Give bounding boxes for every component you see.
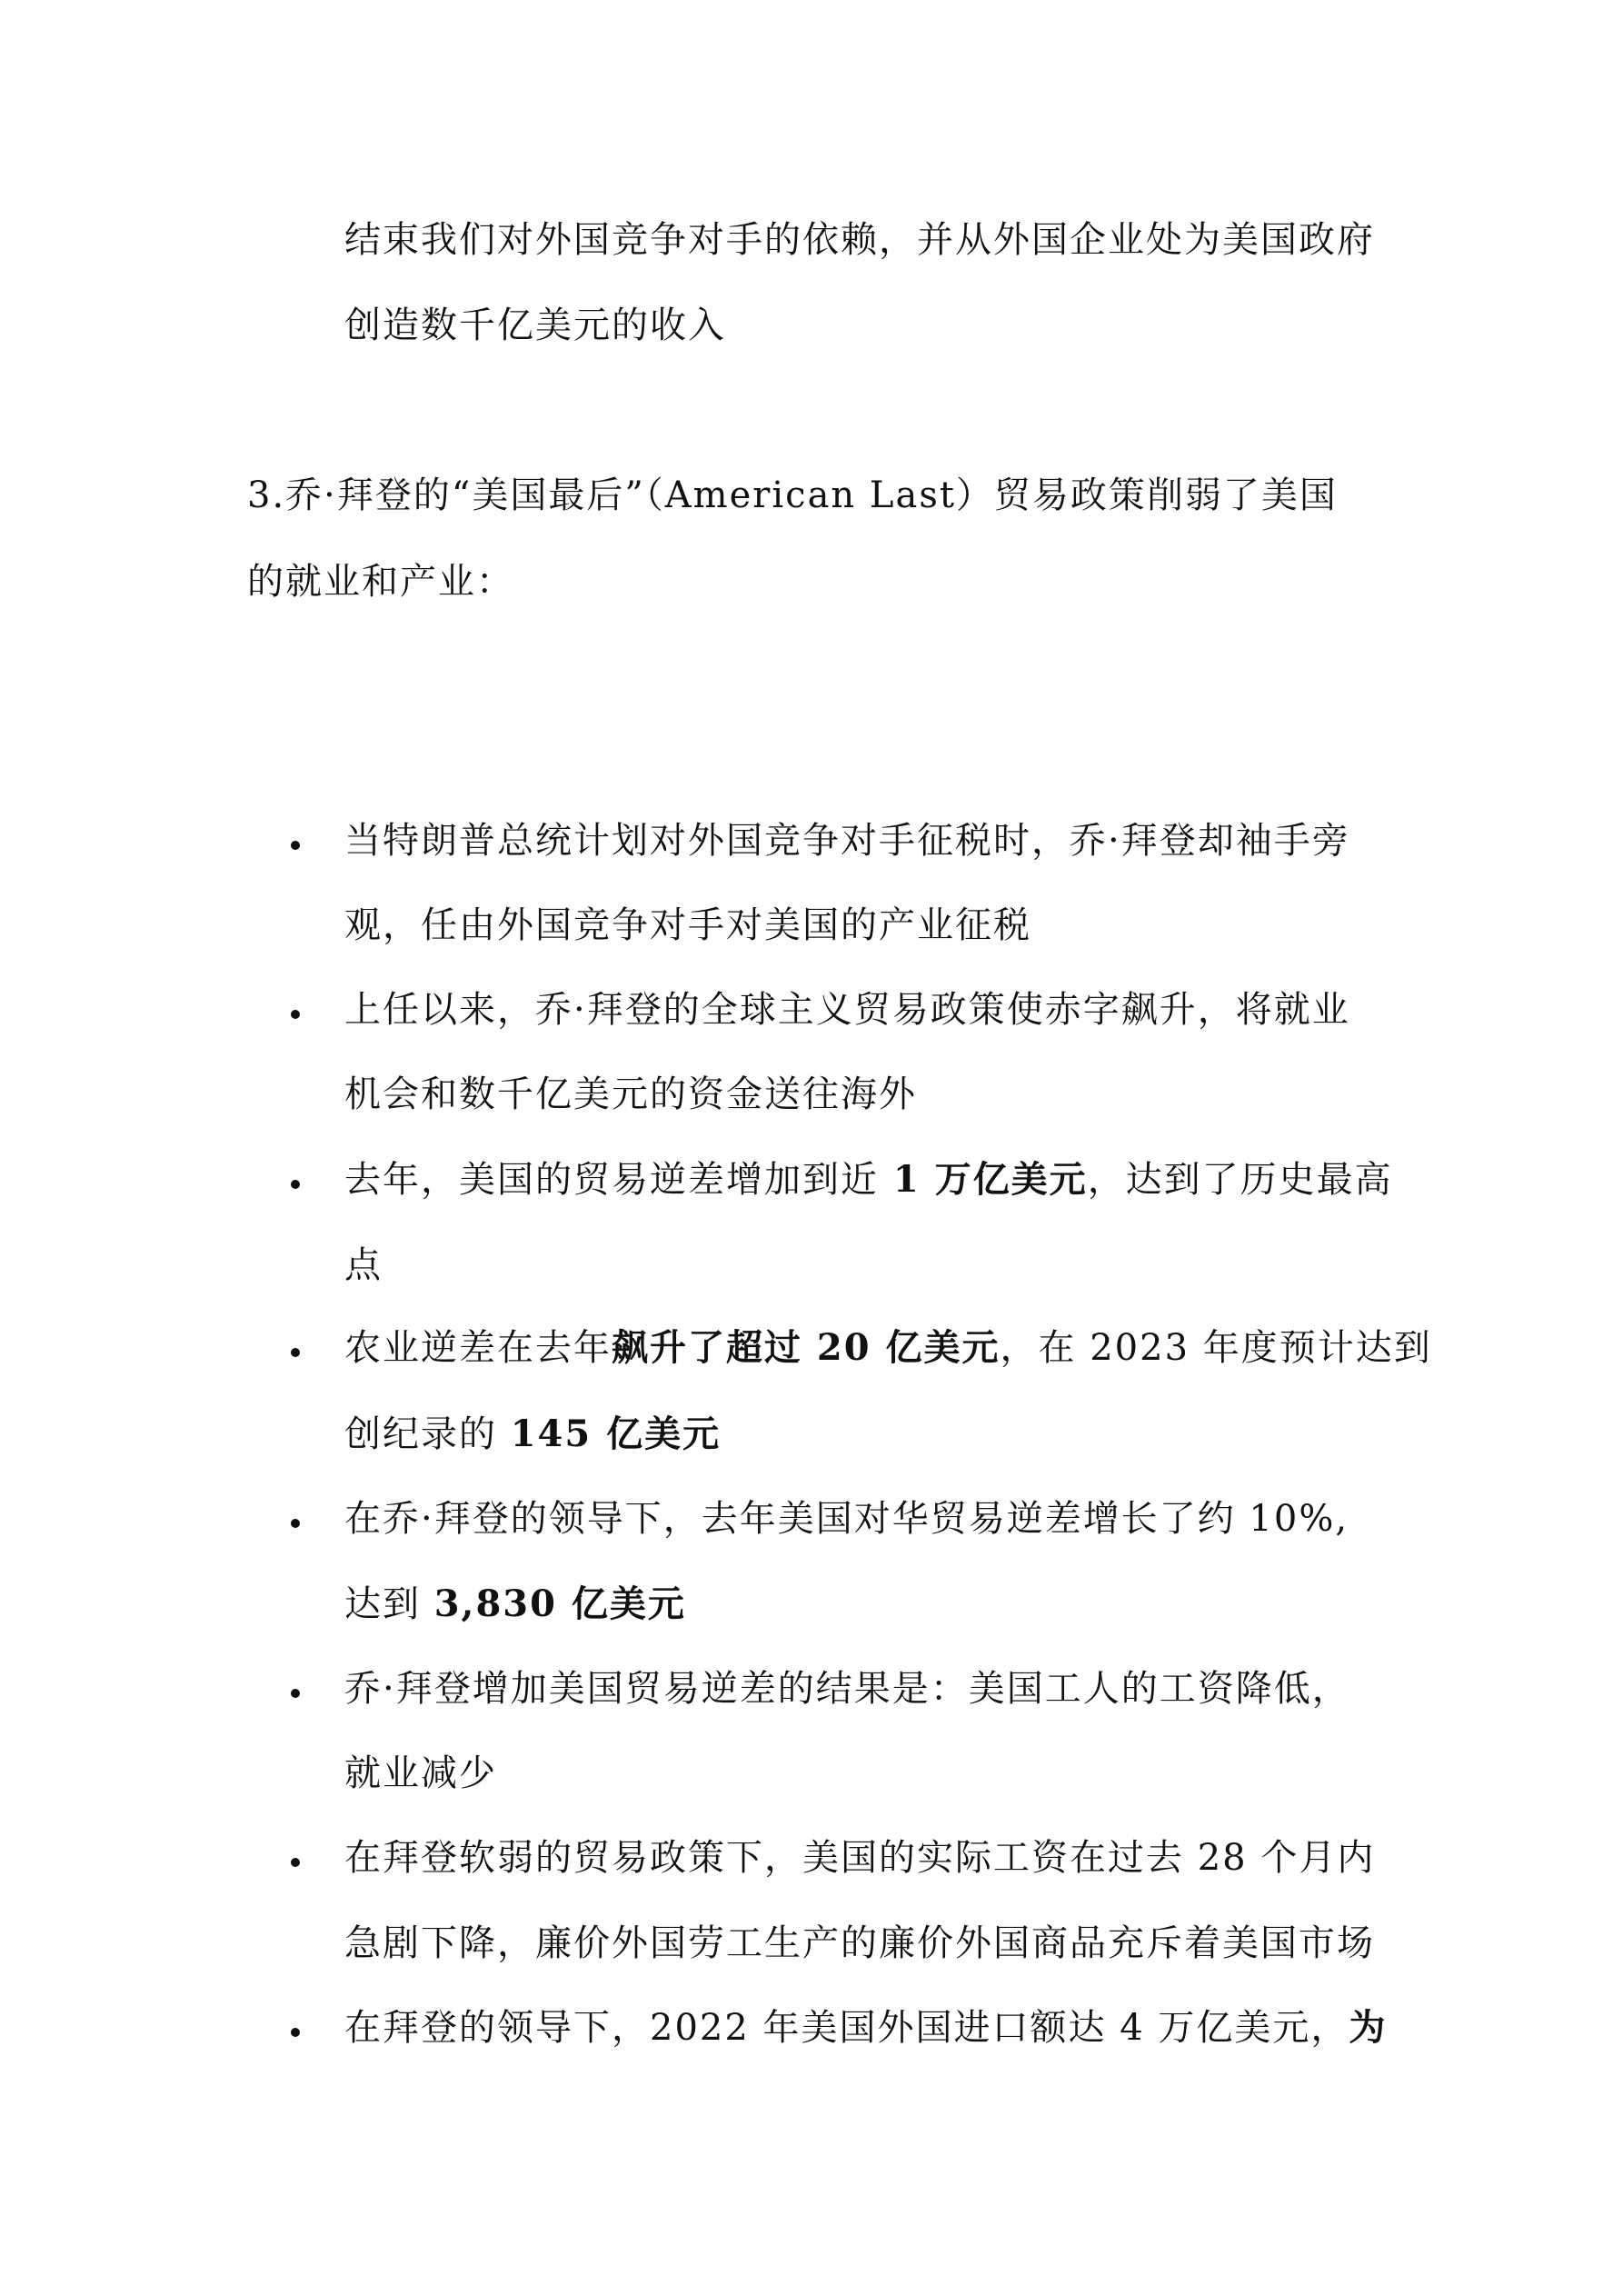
bullet-dot xyxy=(291,841,300,850)
bold-run: 为 xyxy=(1349,2006,1388,2049)
text-run: 创纪录的 xyxy=(344,1413,511,1455)
bold-run: 3,830 亿美元 xyxy=(433,1582,686,1625)
bullet-7-line-2: 急剧下降，廉价外国劳工生产的廉价外国商品充斥着美国市场 xyxy=(344,1922,1375,1964)
bold-run: 飙升了超过 20 亿美元 xyxy=(612,1326,1001,1369)
bullet-6-line-2: 就业减少 xyxy=(344,1752,497,1794)
bullet-7-line-1: 在拜登软弱的贸易政策下，美国的实际工资在过去 28 个月内 xyxy=(344,1837,1376,1879)
bullet-8-line-1 xyxy=(344,2006,1388,2049)
bullet-6-line-1: 乔·拜登增加美国贸易逆差的结果是：美国工人的工资降低， xyxy=(344,1668,1350,1710)
bullet-dot xyxy=(291,1348,300,1357)
text-run: ，在 2023 年度预计达到 xyxy=(1000,1327,1432,1369)
text-run: 达到 xyxy=(344,1583,434,1625)
bullet-5-line-2 xyxy=(344,1582,686,1625)
intro-line-1: 结束我们对外国竞争对手的依赖，并从外国企业处为美国政府 xyxy=(344,219,1375,261)
text-run: 去年，美国的贸易逆差增加到近 xyxy=(344,1159,879,1201)
section-heading-line-2: 的就业和产业： xyxy=(247,561,514,603)
bullet-1-line-2: 观，任由外国竞争对手对美国的产业征税 xyxy=(344,904,1031,946)
bullet-dot xyxy=(291,1519,300,1528)
bold-run: 145 亿美元 xyxy=(510,1413,722,1455)
bullet-dot xyxy=(291,1010,300,1019)
bullet-2-line-1: 上任以来，乔·拜登的全球主义贸易政策使赤字飙升，将就业 xyxy=(344,989,1350,1031)
bullet-dot xyxy=(291,1858,300,1867)
bullet-1-line-1: 当特朗普总统计划对外国竞争对手征税时，乔·拜登却袖手旁 xyxy=(344,820,1350,862)
text-run: 农业逆差在去年 xyxy=(344,1327,612,1369)
bullet-dot xyxy=(291,1689,300,1698)
bullet-4-line-1 xyxy=(344,1326,1432,1369)
bold-run: 1 万亿美元 xyxy=(879,1158,1088,1201)
bullet-dot xyxy=(291,1180,300,1189)
bullet-5-line-1: 在乔·拜登的领导下，去年美国对华贸易逆差增长了约 10%, xyxy=(344,1498,1349,1540)
bullet-2-line-2: 机会和数千亿美元的资金送往海外 xyxy=(344,1073,917,1115)
bullet-dot xyxy=(291,2028,300,2037)
intro-line-2: 创造数千亿美元的收入 xyxy=(344,304,726,346)
bullet-4-line-2 xyxy=(344,1413,722,1455)
text-run: 在拜登的领导下，2022 年美国外国进口额达 4 万亿美元， xyxy=(344,2007,1349,2049)
bullet-3-line-2: 点 xyxy=(344,1244,383,1286)
section-heading-line-1: 3.乔·拜登的“美国最后”（American Last）贸易政策削弱了美国 xyxy=(247,474,1338,516)
bullet-3-line-1 xyxy=(344,1158,1393,1201)
text-run: ，达到了历史最高 xyxy=(1087,1159,1393,1201)
